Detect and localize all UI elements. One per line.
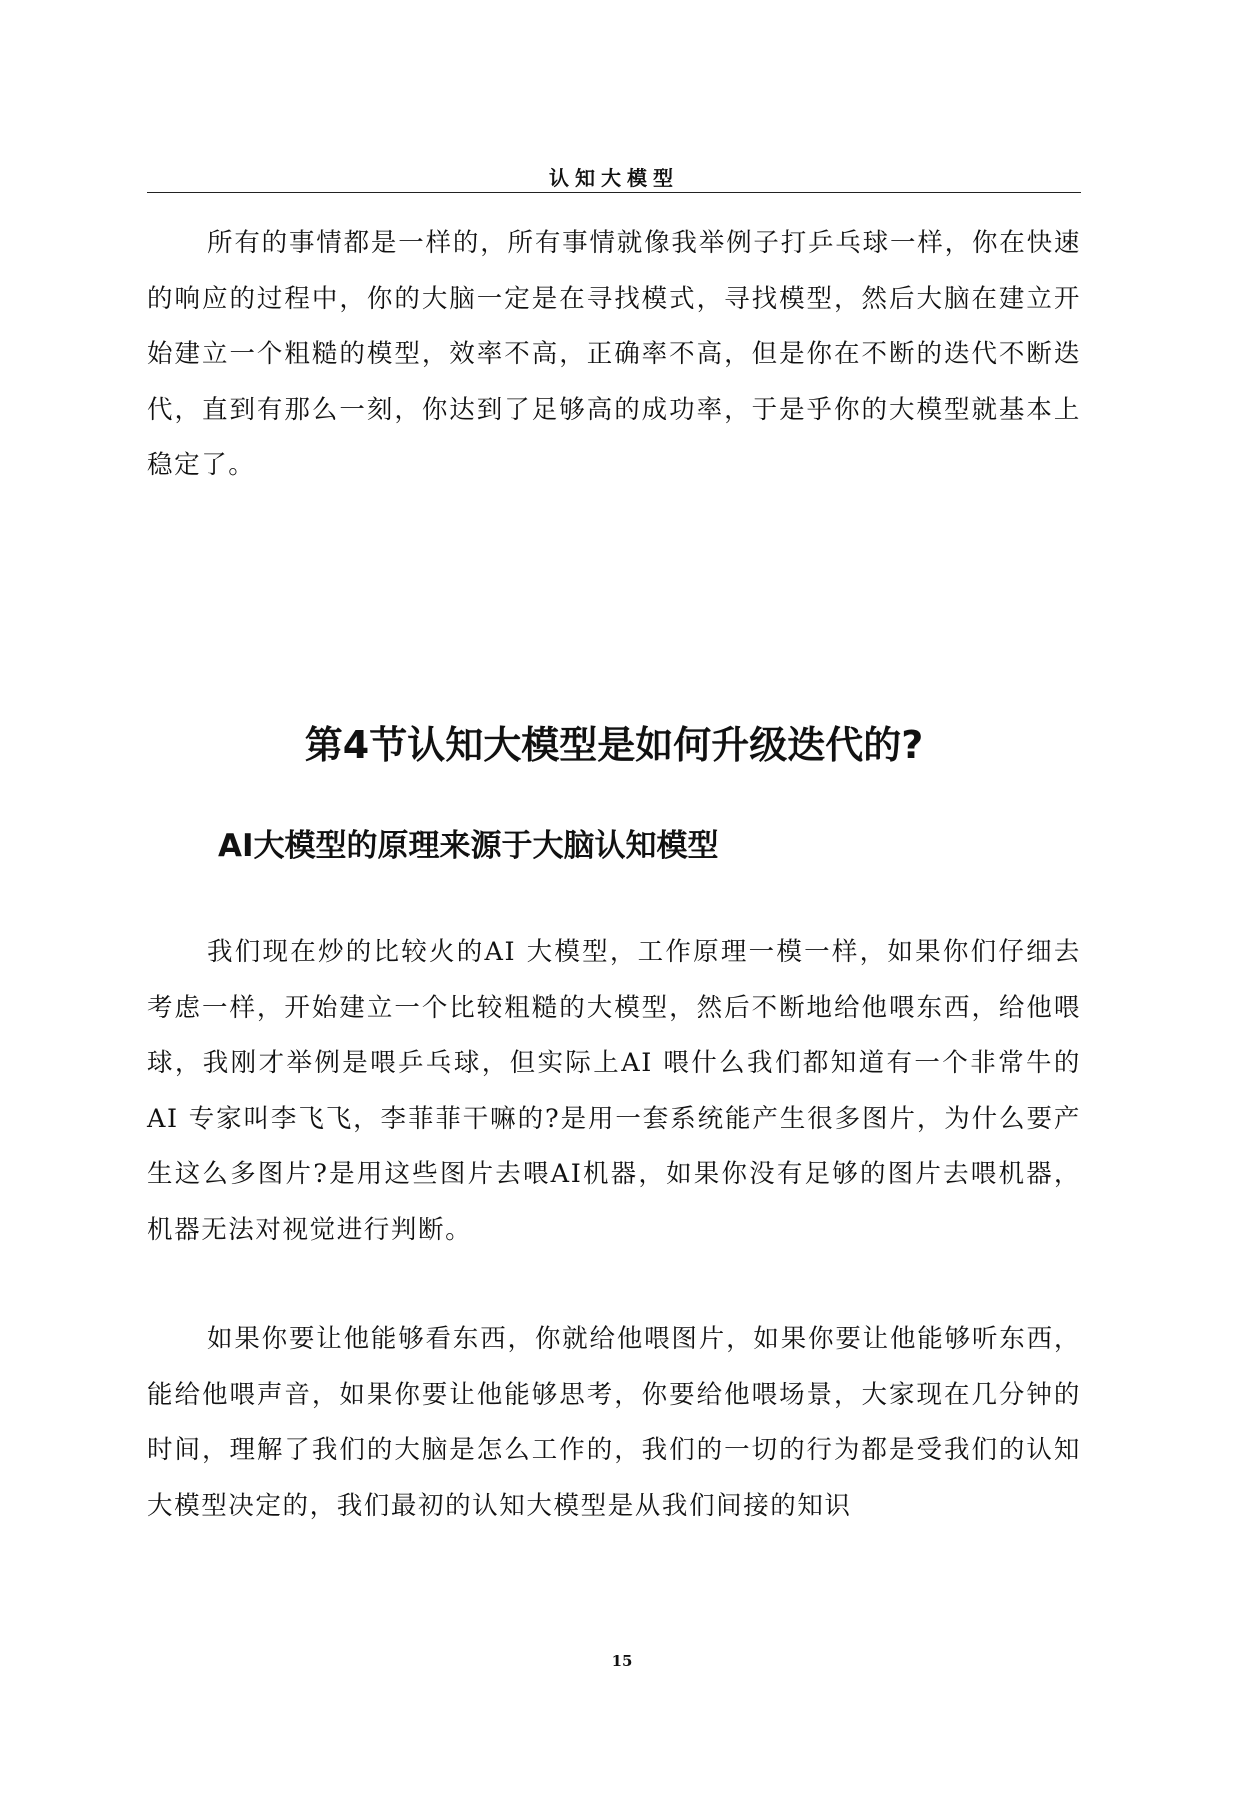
running-header: 认知大模型	[549, 166, 679, 190]
subsection-title: AI大模型的原理来源于大脑认知模型	[218, 828, 719, 864]
body-paragraph-2: 我们现在炒的比较火的AI 大模型，工作原理一模一样，如果你们仔细去考虑一样，开始建立一个比较粗糙的大模型，然后不断地给他喂东西，给他喂球，我刚才举例是喂乒乓球，但实际上AI 喂什么我们都知道有一个非常牛的AI 专家叫李飞飞，李菲菲干嘛的?是用一套系统能产生很多图片，为什么要产生这么多图片?是用这些图片去喂AI机器，如果你没有足够的图片去喂机器，机器无法对视觉进行判断。	[147, 937, 1081, 1245]
header-divider	[147, 192, 1081, 193]
body-paragraph-1: 所有的事情都是一样的，所有事情就像我举例子打乒乓球一样，你在快速的响应的过程中，你的大脑一定是在寻找模式，寻找模型，然后大脑在建立开始建立一个粗糙的模型，效率不高，正确率不高，但是你在不断的迭代不断迭代，直到有那么一刻，你达到了足够高的成功率，于是乎你的大模型就基本上稳定了。	[147, 228, 1081, 480]
body-paragraph-3: 如果你要让他能够看东西，你就给他喂图片，如果你要让他能够听东西，能给他喂声音，如果你要让他能够思考，你要给他喂场景，大家现在几分钟的时间，理解了我们的大脑是怎么工作的，我们的一切的行为都是受我们的认知大模型决定的，我们最初的认知大模型是从我们间接的知识	[147, 1324, 1081, 1521]
page-number: 15	[611, 1652, 633, 1670]
section-title: 第4节认知大模型是如何升级迭代的?	[304, 723, 924, 767]
